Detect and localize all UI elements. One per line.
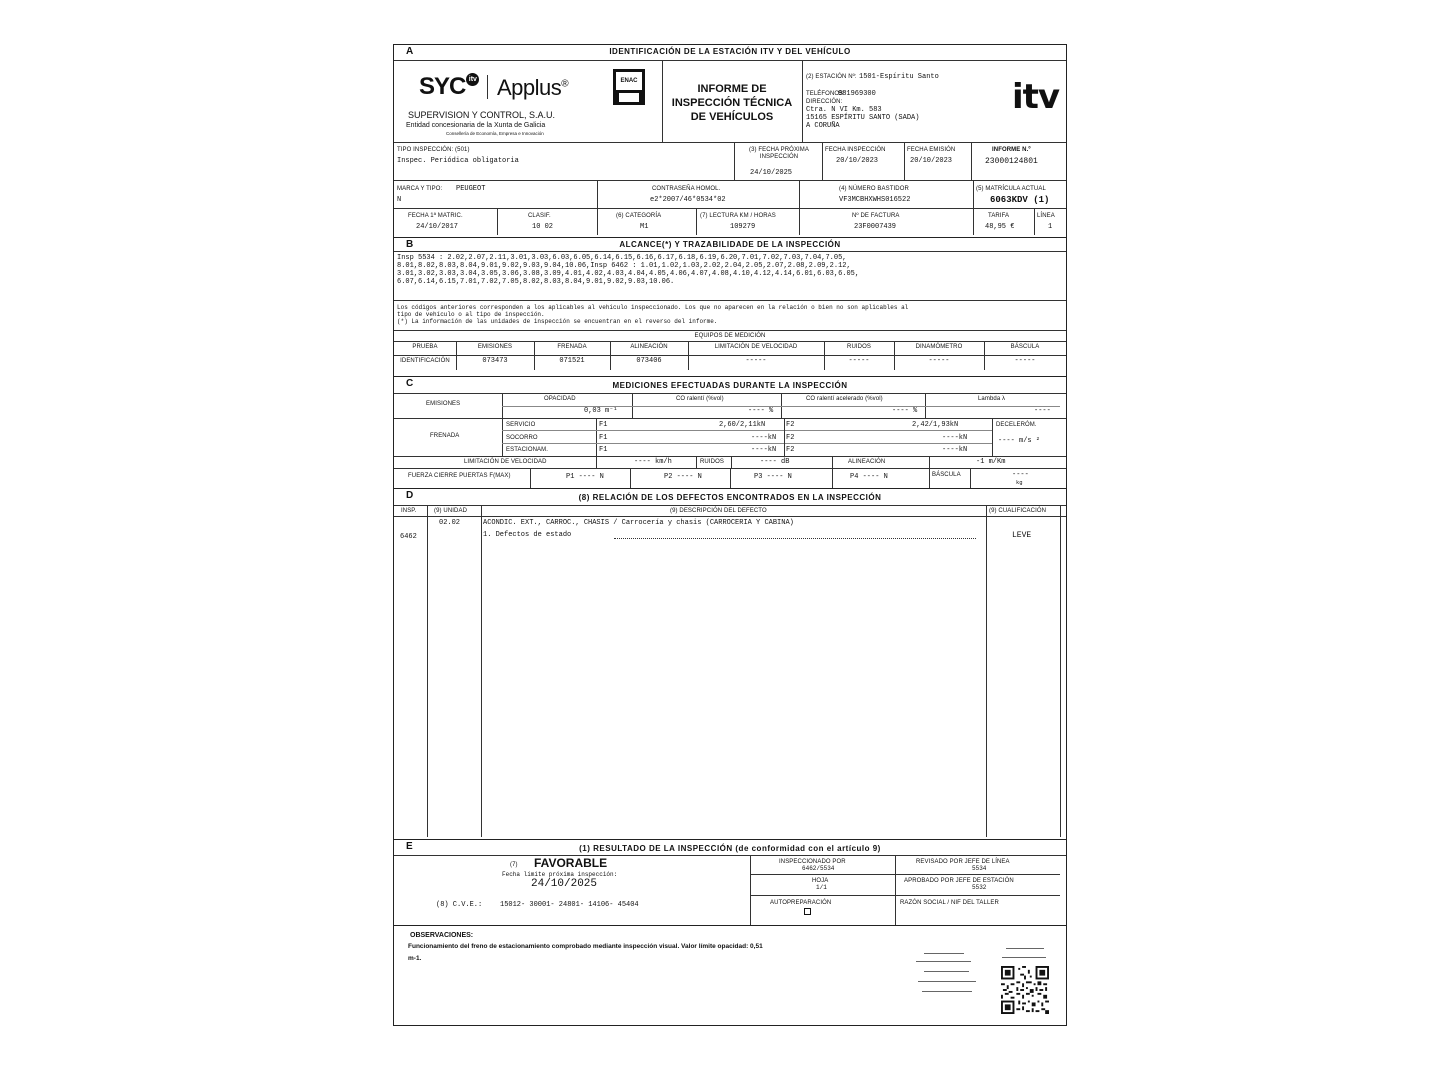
itv-logo: itv [1012,77,1060,117]
fecha-emision-label: FECHA EMISIÓN [907,147,956,153]
co-ralenti-label: CO ralentí (%vol) [676,396,724,402]
limitacion-value: ---- km/h [634,458,672,466]
equipos-header-3: ALINEACIÓN [630,344,668,350]
aprobado-value: 5532 [972,884,987,891]
servicio-label: SERVICIO [506,422,536,428]
co-acel-value: ---- % [892,407,918,415]
address-line1: Ctra. N VI Km. 583 [806,106,882,114]
scope-line-3: 3.01,3.02,3.03,3.04,3.05,3.06,3.08,3.09,4.01,4.02,4.03,4.04,4.05,4.06,4.07,4.08,4.10,4.12,4.14,6.01,6.03,6.05, [397,270,860,278]
co-acel-label: CO ralentí acelerado (%vol) [806,396,883,402]
socorro-label: SOCORRO [506,435,538,441]
enac-seal [613,69,645,105]
door-p1: P1 ---- N [566,473,604,481]
servicio-f2: F2 [786,421,795,429]
section-b-title: ALCANCE(*) Y TRAZABILIDADE DE LA INSPECCIÓN [619,240,841,249]
factura-label: Nº DE FACTURA [852,213,900,219]
autopreparacion-label: AUTOPREPARACIÓN [770,900,832,906]
equipos-header-1: EMISIONES [477,344,513,350]
result-mark: (7) [510,862,518,868]
col-desc: (9) DESCRIPCIÓN DEL DEFECTO [670,508,767,514]
address-label: DIRECCIÓN: [806,99,843,105]
defect-desc-2: 1. Defectos de estado [483,531,572,539]
phone-value: 981969300 [838,90,876,98]
lectura-value: 109279 [730,223,756,231]
company-name: SUPERVISION Y CONTROL, S.A.U. [408,110,556,120]
socorro-f1: F1 [599,434,608,442]
marca-value2: N [397,196,402,204]
co-ralenti-value: ---- % [748,407,774,415]
section-e-letter: E [406,841,413,852]
tarifa-label: TARIFA [988,213,1010,219]
section-a-title: IDENTIFICACIÓN DE LA ESTACIÓN ITV Y DEL VEHÍCULO [609,47,851,56]
matricula-value: 6063KDV (1) [990,195,1050,205]
bascula-unit: kg [1016,479,1023,486]
fecha-inspeccion-value: 20/10/2023 [836,157,879,165]
lectura-label: (7) LECTURA KM / HORAS [700,213,776,219]
equipos-value-4: ----- [745,357,767,365]
section-b-letter: B [406,239,414,250]
qr-code-icon [999,966,1051,1014]
equipos-header-4: LIMITACIÓN DE VELOCIDAD [714,344,798,350]
report-title: INFORME DE INSPECCIÓN TÉCNICA DE VEHÍCULOS [671,83,793,123]
contrasena-label: CONTRASEÑA HOMOL. [652,186,721,192]
linea-value: 1 [1048,223,1053,231]
defect-calif: LEVE [1012,531,1032,540]
company-sub2: Consellería de Economía, Empresa e Innovación [446,131,544,136]
equipos-value-6: ----- [928,357,950,365]
hoja-label: HOJA [812,878,829,884]
company-sub1: Entidad concesionaria de la Xunta de Galicia [406,122,546,129]
scope-note-2: tipo de vehículo o al tipo de inspección. [397,311,545,318]
bastidor-value: VF3MCBHXWHS016522 [839,196,911,204]
alineacion-value: -1 m/Km [976,458,1006,466]
autopreparacion-checkbox[interactable] [804,908,811,915]
bastidor-label: (4) NÚMERO BASTIDOR [839,186,909,192]
door-p4: P4 ---- N [850,473,888,481]
fecha-limite-value: 24/10/2025 [531,878,598,890]
matricula-label: (5) MATRÍCULA ACTUAL [976,186,1046,192]
door-p3: P3 ---- N [754,473,792,481]
estacionam-v1: ----kN [751,446,777,454]
observaciones-line-1: Funcionamiento del freno de estacionamiento comprobado mediante inspección visual. Valor límite opacidad: 0,51 [408,943,763,950]
col-insp: INSP. [401,508,417,514]
equipos-value-1: 073473 [482,357,508,365]
fuerza-label: FUERZA CIERRE PUERTAS F(MAX) [408,473,511,479]
servicio-f1: F1 [599,421,608,429]
razon-label: RAZÓN SOCIAL / NIF DEL TALLER [900,900,999,906]
scope-line-2: 8.01,8.02,8.03,8.04,9.01,9.02,9.03,9.04,10.06,Insp 6462 : 1.01,1.02,1.03,2.02,2.04,2.05,2.07,2.08,2.09,2.12, [397,262,851,270]
tipo-value: Inspec. Periódica obligatoria [397,157,519,165]
equipos-header-5: RUIDOS [847,344,871,350]
hoja-value: 1/1 [816,884,827,891]
clasif-label: CLASIF. [528,213,551,219]
observaciones-title: OBSERVACIONES: [410,932,474,939]
cve-label: (8) C.V.E.: [436,901,483,909]
linea-label: LÍNEA [1037,213,1055,219]
inspection-report-sheet [393,44,1067,1026]
equipos-value-0: IDENTIFICACIÓN [400,358,450,364]
phone-label: TELÉFONOS: [806,91,846,97]
socorro-v1: ----kN [751,434,777,442]
observaciones-line-2: m-1. [408,955,422,962]
bascula-label: BÁSCULA [932,472,961,478]
scope-line-4: 6.07,6.14,6.15,7.01,7.02,7.05,8.02,8.03,8.04,9.01,9.02,9.03,10.06. [397,278,675,286]
observaciones-section [394,925,1066,1025]
scope-note-1: Los códigos anteriores corresponden a los aplicables al vehículo inspeccionado. Los que no aparecen en la relación o bien no son aplicables al [397,304,909,311]
enac-label: ENAC [616,72,642,90]
marca-value: PEUGEOT [456,185,486,193]
syc-logo: SYC itv [419,73,479,101]
fecha-inspeccion-label: FECHA INSPECCIÓN [825,147,886,153]
section-d [394,488,1066,838]
cve-value: 15012- 30001- 24801- 14106- 45404 [500,901,639,909]
equipos-header-2: FRENADA [557,344,587,350]
tipo-label: TIPO INSPECCIÓN: (501) [397,147,470,153]
tarifa-value: 48,95 € [985,223,1015,231]
equipos-title: EQUIPOS DE MEDICIÓN [694,333,766,339]
fecha-proxima-value: 24/10/2025 [750,169,793,177]
section-a-letter: A [406,46,414,57]
equipos-value-5: ----- [848,357,870,365]
fecha-limite-label: Fecha límite próxima inspección: [502,871,618,878]
applus-logo: Applus® [497,75,569,100]
equipos-header-0: PRUEBA [412,344,438,350]
opacidad-label: OPACIDAD [544,396,576,402]
col-unidad: (9) UNIDAD [434,508,468,514]
equipos-value-7: ----- [1014,357,1036,365]
lambda-label: Lambda λ [978,396,1006,402]
equipos-header-7: BÁSCULA [1010,344,1040,350]
inspeccionado-label: INSPECCIONADO POR [779,859,846,865]
marca-label: MARCA Y TIPO: [397,186,443,192]
defect-desc-1: ACONDIC. EXT., CARROC., CHASIS / Carrocería y chasis (CARROCERIA Y CABINA) [483,519,794,527]
emisiones-label: EMISIONES [426,401,461,407]
socorro-v2: ----kN [942,434,968,442]
informe-label: INFORME N.º [992,147,1031,153]
limitacion-label: LIMITACIÓN DE VELOCIDAD [464,459,547,465]
door-p2: P2 ---- N [664,473,702,481]
estacionam-f1: F1 [599,446,608,454]
fecha-matric-value: 24/10/2017 [416,223,459,231]
section-e-title: (1) RESULTADO DE LA INSPECCIÓN (de conformidad con el artículo 9) [579,844,881,853]
contrasena-value: e2*2007/46*0534*02 [650,196,726,204]
categoria-value: M1 [640,223,649,231]
address-line3: A CORUÑA [806,122,840,130]
revisado-label: REVISADO POR JEFE DE LÍNEA [916,859,1010,865]
section-c [394,376,1066,487]
col-calif: (9) CUALIFICACIÓN [989,508,1047,514]
socorro-f2: F2 [786,434,795,442]
informe-value: 23000124801 [985,157,1038,166]
result-value: FAVORABLE [534,856,608,870]
clasif-value: 10 02 [532,223,554,231]
bascula-value: ---- [1012,471,1029,479]
equipos-header-6: DINAMÓMETRO [915,344,963,350]
section-d-title: (8) RELACIÓN DE LOS DEFECTOS ENCONTRADOS EN LA INSPECCIÓN [578,493,882,502]
station-label: (2) ESTACIÓN Nº: [806,74,857,80]
fecha-emision-value: 20/10/2023 [910,157,953,165]
itv-badge-icon: itv [466,73,479,86]
categoria-label: (6) CATEGORÍA [616,213,662,219]
ruidos-value: ---- dB [760,458,790,466]
estacionam-v2: ----kN [942,446,968,454]
revisado-value: 5534 [972,865,987,872]
fecha-matric-label: FECHA 1ª MATRIC. [408,213,463,219]
estacionam-label: ESTACIONAM. [506,447,548,453]
defect-insp: 6462 [400,533,417,541]
lambda-value: ---- [1034,407,1051,415]
defect-unidad: 02.02 [439,519,461,527]
alineacion-label: ALINEACIÓN [848,459,886,465]
section-e [394,839,1066,925]
deceleron-value: ---- m/s ² [998,437,1041,445]
servicio-v2: 2,42/1,93kN [912,421,959,429]
aprobado-label: APROBADO POR JEFE DE ESTACIÓN [904,878,1014,884]
scope-note-3: (*) La información de las unidades de inspección se encuentran en el reverso del informe. [397,318,718,325]
station-value: 1501-Espíritu Santo [859,73,939,81]
equipos-value-2: 071521 [559,357,585,365]
section-c-letter: C [406,378,414,389]
inspeccionado-value: 6462/5534 [802,865,835,872]
ruidos-label: RUIDOS [700,459,724,465]
frenada-label: FRENADA [430,433,460,439]
scope-line-1: Insp 5534 : 2.02,2.07,2.11,3.01,3.03,6.03,6.05,6.14,6.15,6.16,6.17,6.18,6.19,6.20,7.01,7.02,7.03,7.04,7.05, [397,254,847,262]
estacionam-f2: F2 [786,446,795,454]
section-d-letter: D [406,490,414,501]
deceleron-label: DECELERÓM. [996,422,1037,428]
fecha-proxima-label: (3) FECHA PRÓXIMA INSPECCIÓN [748,147,810,160]
section-c-title: MEDICIONES EFECTUADAS DURANTE LA INSPECCIÓN [612,381,848,390]
section-b [394,237,1066,373]
opacidad-value: 0,03 m⁻¹ [584,407,618,415]
address-line2: 15165 ESPÍRITU SANTO (SADA) [806,114,920,122]
section-a [394,45,1066,235]
equipos-value-3: 073406 [636,357,662,365]
servicio-v1: 2,60/2,11kN [719,421,766,429]
factura-value: 23F0007439 [854,223,897,231]
